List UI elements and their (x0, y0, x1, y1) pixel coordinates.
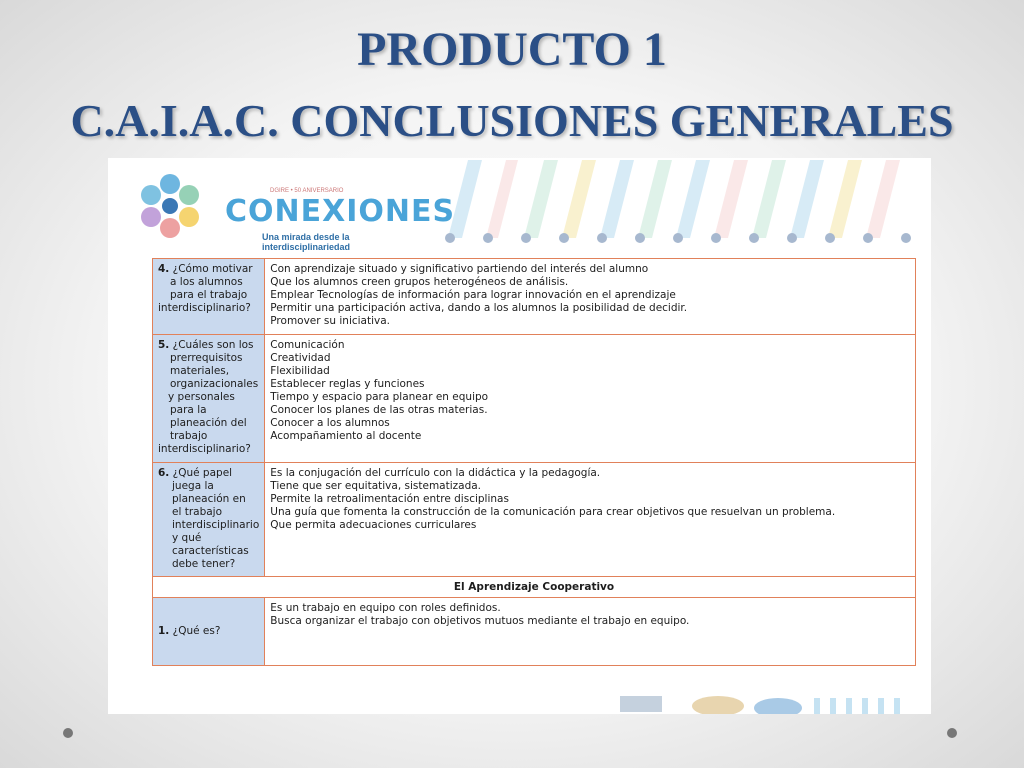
answer-cell (265, 598, 916, 666)
conclusions-table (152, 258, 916, 666)
answer-line: Permitir una participación activa, dando a los alumnos la posibilidad de decidir. (270, 302, 688, 314)
answer-cell (265, 463, 916, 577)
answer-line: Con aprendizaje situado y significativo partiendo del interés del alumno (270, 263, 649, 275)
answer-line: Tiempo y espacio para planear en equipo (270, 391, 489, 403)
answer-line: Promover su iniciativa. (270, 315, 391, 327)
conexiones-logo (130, 166, 456, 252)
answer-line: Flexibilidad (270, 365, 330, 377)
answer-line: Conocer a los alumnos (270, 417, 390, 429)
answer-line: Emplear Tecnologías de información para lograr innovación en el aprendizaje (270, 289, 676, 301)
answer-line: Establecer reglas y funciones (270, 378, 425, 390)
footer-logos (618, 692, 931, 714)
decorative-dot (947, 728, 957, 738)
table-row (153, 259, 916, 335)
answer-line: Que permita adecuaciones curriculares (270, 519, 477, 531)
table-row (153, 463, 916, 577)
logo-caption: DGIRE • 50 ANIVERSARIO (270, 188, 344, 194)
answer-line: Acompañamiento al docente (270, 430, 422, 442)
answer-line: Permite la retroalimentación entre disciplinas (270, 493, 509, 505)
answer-cell (265, 335, 916, 463)
question-cell: 6. ¿Qué papel juega la planeación en el trabajo interdisciplinario y qué características debe tener? (153, 463, 265, 577)
section-heading: El Aprendizaje Cooperativo (153, 577, 916, 598)
answer-line: Una guía que fomenta la construcción de la comunicación para crear objetivos que resuelvan un problema. (270, 506, 836, 518)
document-image (108, 158, 931, 714)
table-row (153, 335, 916, 463)
logo-tagline: Una mirada desde la interdisciplinariedad (262, 232, 351, 252)
answer-line: Conocer los planes de las otras materias. (270, 404, 488, 416)
question-cell: 1. ¿Qué es? (153, 598, 265, 666)
logo-name: CONEXIONES (225, 194, 456, 229)
answer-cell (265, 259, 916, 335)
answer-line: Creatividad (270, 352, 331, 364)
slide-title-line2: C.A.I.A.C. CONCLUSIONES GENERALES (70, 95, 954, 146)
table-row (153, 577, 916, 598)
question-cell: 5. ¿Cuáles son los prerrequisitos materiales, organizacionales y personales para la planeación del trabajo interdisciplinario? (153, 335, 265, 463)
answer-line: Es un trabajo en equipo con roles definidos. (270, 602, 501, 614)
answer-line: Busca organizar el trabajo con objetivos mutuos mediante el trabajo en equipo. (270, 615, 690, 627)
decorative-stripes (438, 158, 918, 250)
answer-line: Comunicación (270, 339, 345, 351)
answer-line: Tiene que ser equitativa, sistematizada. (270, 480, 482, 492)
slide-title-line1: PRODUCTO 1 (357, 23, 667, 76)
decorative-dot (63, 728, 73, 738)
answer-line: Es la conjugación del currículo con la didáctica y la pedagogía. (270, 467, 601, 479)
answer-line: Que los alumnos creen grupos heterogéneos de análisis. (270, 276, 569, 288)
table-row (153, 598, 916, 666)
hexagon-logo-icon (130, 166, 210, 246)
question-cell: 4. ¿Cómo motivar a los alumnos para el trabajo interdisciplinario? (153, 259, 265, 335)
